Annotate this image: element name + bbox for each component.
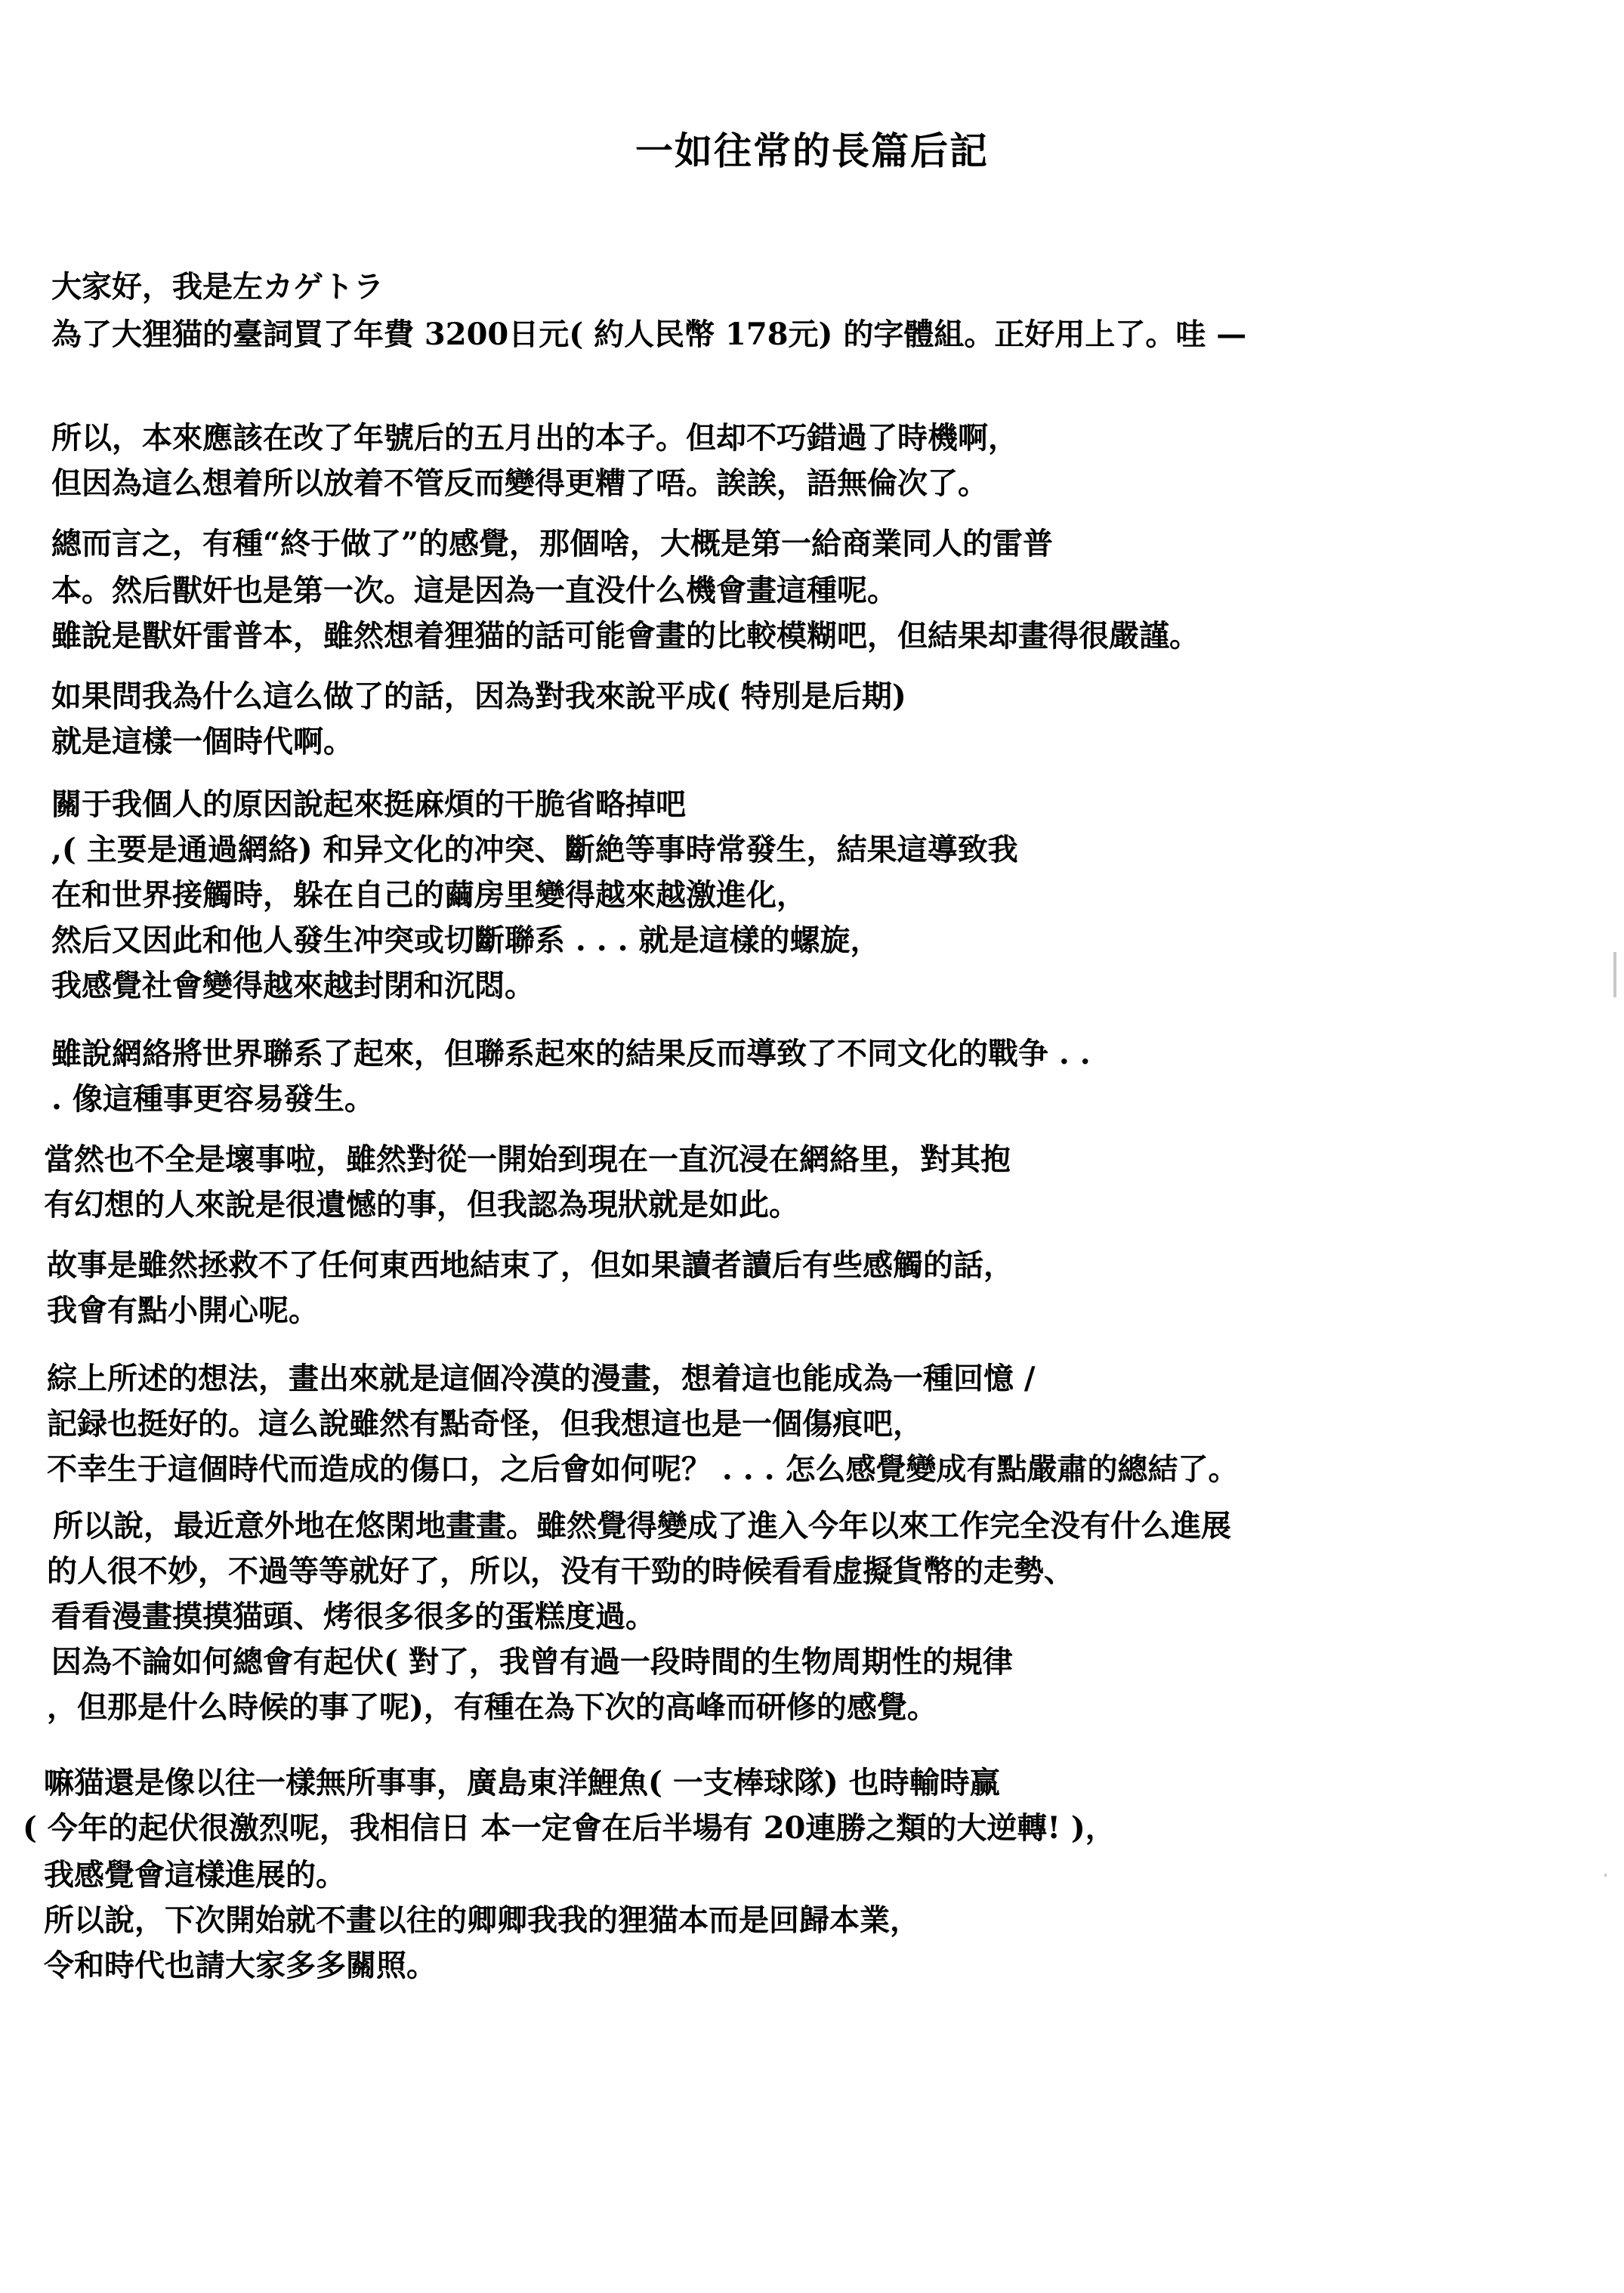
- text-line: . 像這種事更容易發生。: [51, 1081, 375, 1117]
- text-line: 就是這樣一個時代啊。: [51, 724, 354, 759]
- text-line: ,( 主要是通過網絡) 和异文化的冲突、斷絶等事時常發生，結果這導致我: [51, 832, 1018, 867]
- text-line: 大家好，我是左カゲトラ: [51, 269, 384, 304]
- scan-edge-mark: [1613, 952, 1616, 997]
- text-line: 如果問我為什么這么做了的話，因為對我來說平成( 特別是后期): [51, 678, 906, 714]
- text-line: 記録也挺好的。這么說雖然有點奇怪，但我想這也是一個傷痕吧，: [47, 1406, 923, 1442]
- text-line: 看看漫畫摸摸猫頭、烤很多很多的蛋糕度過。: [51, 1599, 656, 1634]
- text-line: 在和世界接觸時，躲在自己的繭房里變得越來越激進化，: [51, 877, 807, 913]
- text-line: ，但那是什么時候的事了呢)，有種在為下次的高峰而研修的感覺。: [47, 1689, 937, 1725]
- text-line: 但因為這么想着所以放着不管反而變得更糟了唔。誒誒，語無倫次了。: [51, 465, 988, 501]
- text-line: 綜上所述的想法，畫出來就是這個冷漠的漫畫，想着這也能成為一種回憶 /: [47, 1361, 1036, 1396]
- text-line: 因為不論如何總會有起伏( 對了，我曾有過一段時間的生物周期性的規律: [51, 1644, 1013, 1680]
- text-line: 關于我個人的原因說起來挺麻煩的干脆省略掉吧: [51, 786, 686, 822]
- text-line: 然后又因此和他人發生冲突或切斷聯系 . . . 就是這樣的螺旋，: [51, 922, 881, 958]
- text-line: ( 今年的起伏很激烈呢，我相信日 本一定會在后半場有 20連勝之類的大逆轉! )，: [23, 1810, 1116, 1846]
- text-line: 所以說，下次開始就不畫以往的卿卿我我的狸猫本而是回歸本業，: [44, 1902, 920, 1938]
- text-line: 的人很不妙，不過等等就好了，所以，没有干勁的時候看看虚擬貨幣的走勢、: [47, 1553, 1074, 1589]
- text-line: 本。然后獸奸也是第一次。這是因為一直没什么機會畫這種呢。: [51, 573, 897, 608]
- text-line: 故事是雖然拯救不了任何東西地結束了，但如果讀者讀后有些感觸的話，: [47, 1247, 1014, 1283]
- text-line: 為了大狸猫的臺詞買了年費 3200日元( 約人民幣 178元) 的字體組。正好用上了。哇 —: [51, 317, 1247, 352]
- text-line: 不幸生于這個時代而造成的傷口，之后會如何呢？ . . . 怎么感覺變成有點嚴肅的總結了。: [47, 1451, 1239, 1487]
- text-line: 我感覺會這樣進展的。: [44, 1857, 346, 1893]
- text-line: 令和時代也請大家多多關照。: [44, 1948, 437, 1983]
- text-line: 我會有點小開心呢。: [47, 1293, 319, 1328]
- text-line: 總而言之，有種“終于做了”的感覺，那個啥，大概是第一給商業同人的雷普: [51, 526, 1054, 561]
- page-title: 一如往常的長篇后記: [635, 128, 989, 173]
- text-line: 嘛猫還是像以往一樣無所事事，廣島東洋鯉魚( 一支棒球隊) 也時輸時赢: [44, 1765, 1000, 1800]
- scan-dust-mark: [1604, 1874, 1607, 1877]
- text-line: 所以說，最近意外地在悠閑地畫畫。雖然覺得變成了進入今年以來工作完全没有什么進展: [53, 1508, 1231, 1544]
- text-line: 有幻想的人來說是很遺憾的事，但我認為現狀就是如此。: [44, 1187, 799, 1222]
- text-line: 雖說網絡將世界聯系了起來，但聯系起來的結果反而導致了不同文化的戰争 . .: [51, 1036, 1091, 1071]
- text-line: 所以，本來應該在改了年號后的五月出的本子。但却不巧錯過了時機啊，: [51, 420, 1018, 456]
- text-line: 我感覺社會變得越來越封閉和沉悶。: [51, 968, 535, 1003]
- text-line: 雖說是獸奸雷普本，雖然想着狸猫的話可能會畫的比較模糊吧，但結果却畫得很嚴謹。: [51, 618, 1199, 654]
- text-line: 當然也不全是壞事啦，雖然對從一開始到現在一直沉浸在網絡里，對其抱: [44, 1142, 1011, 1177]
